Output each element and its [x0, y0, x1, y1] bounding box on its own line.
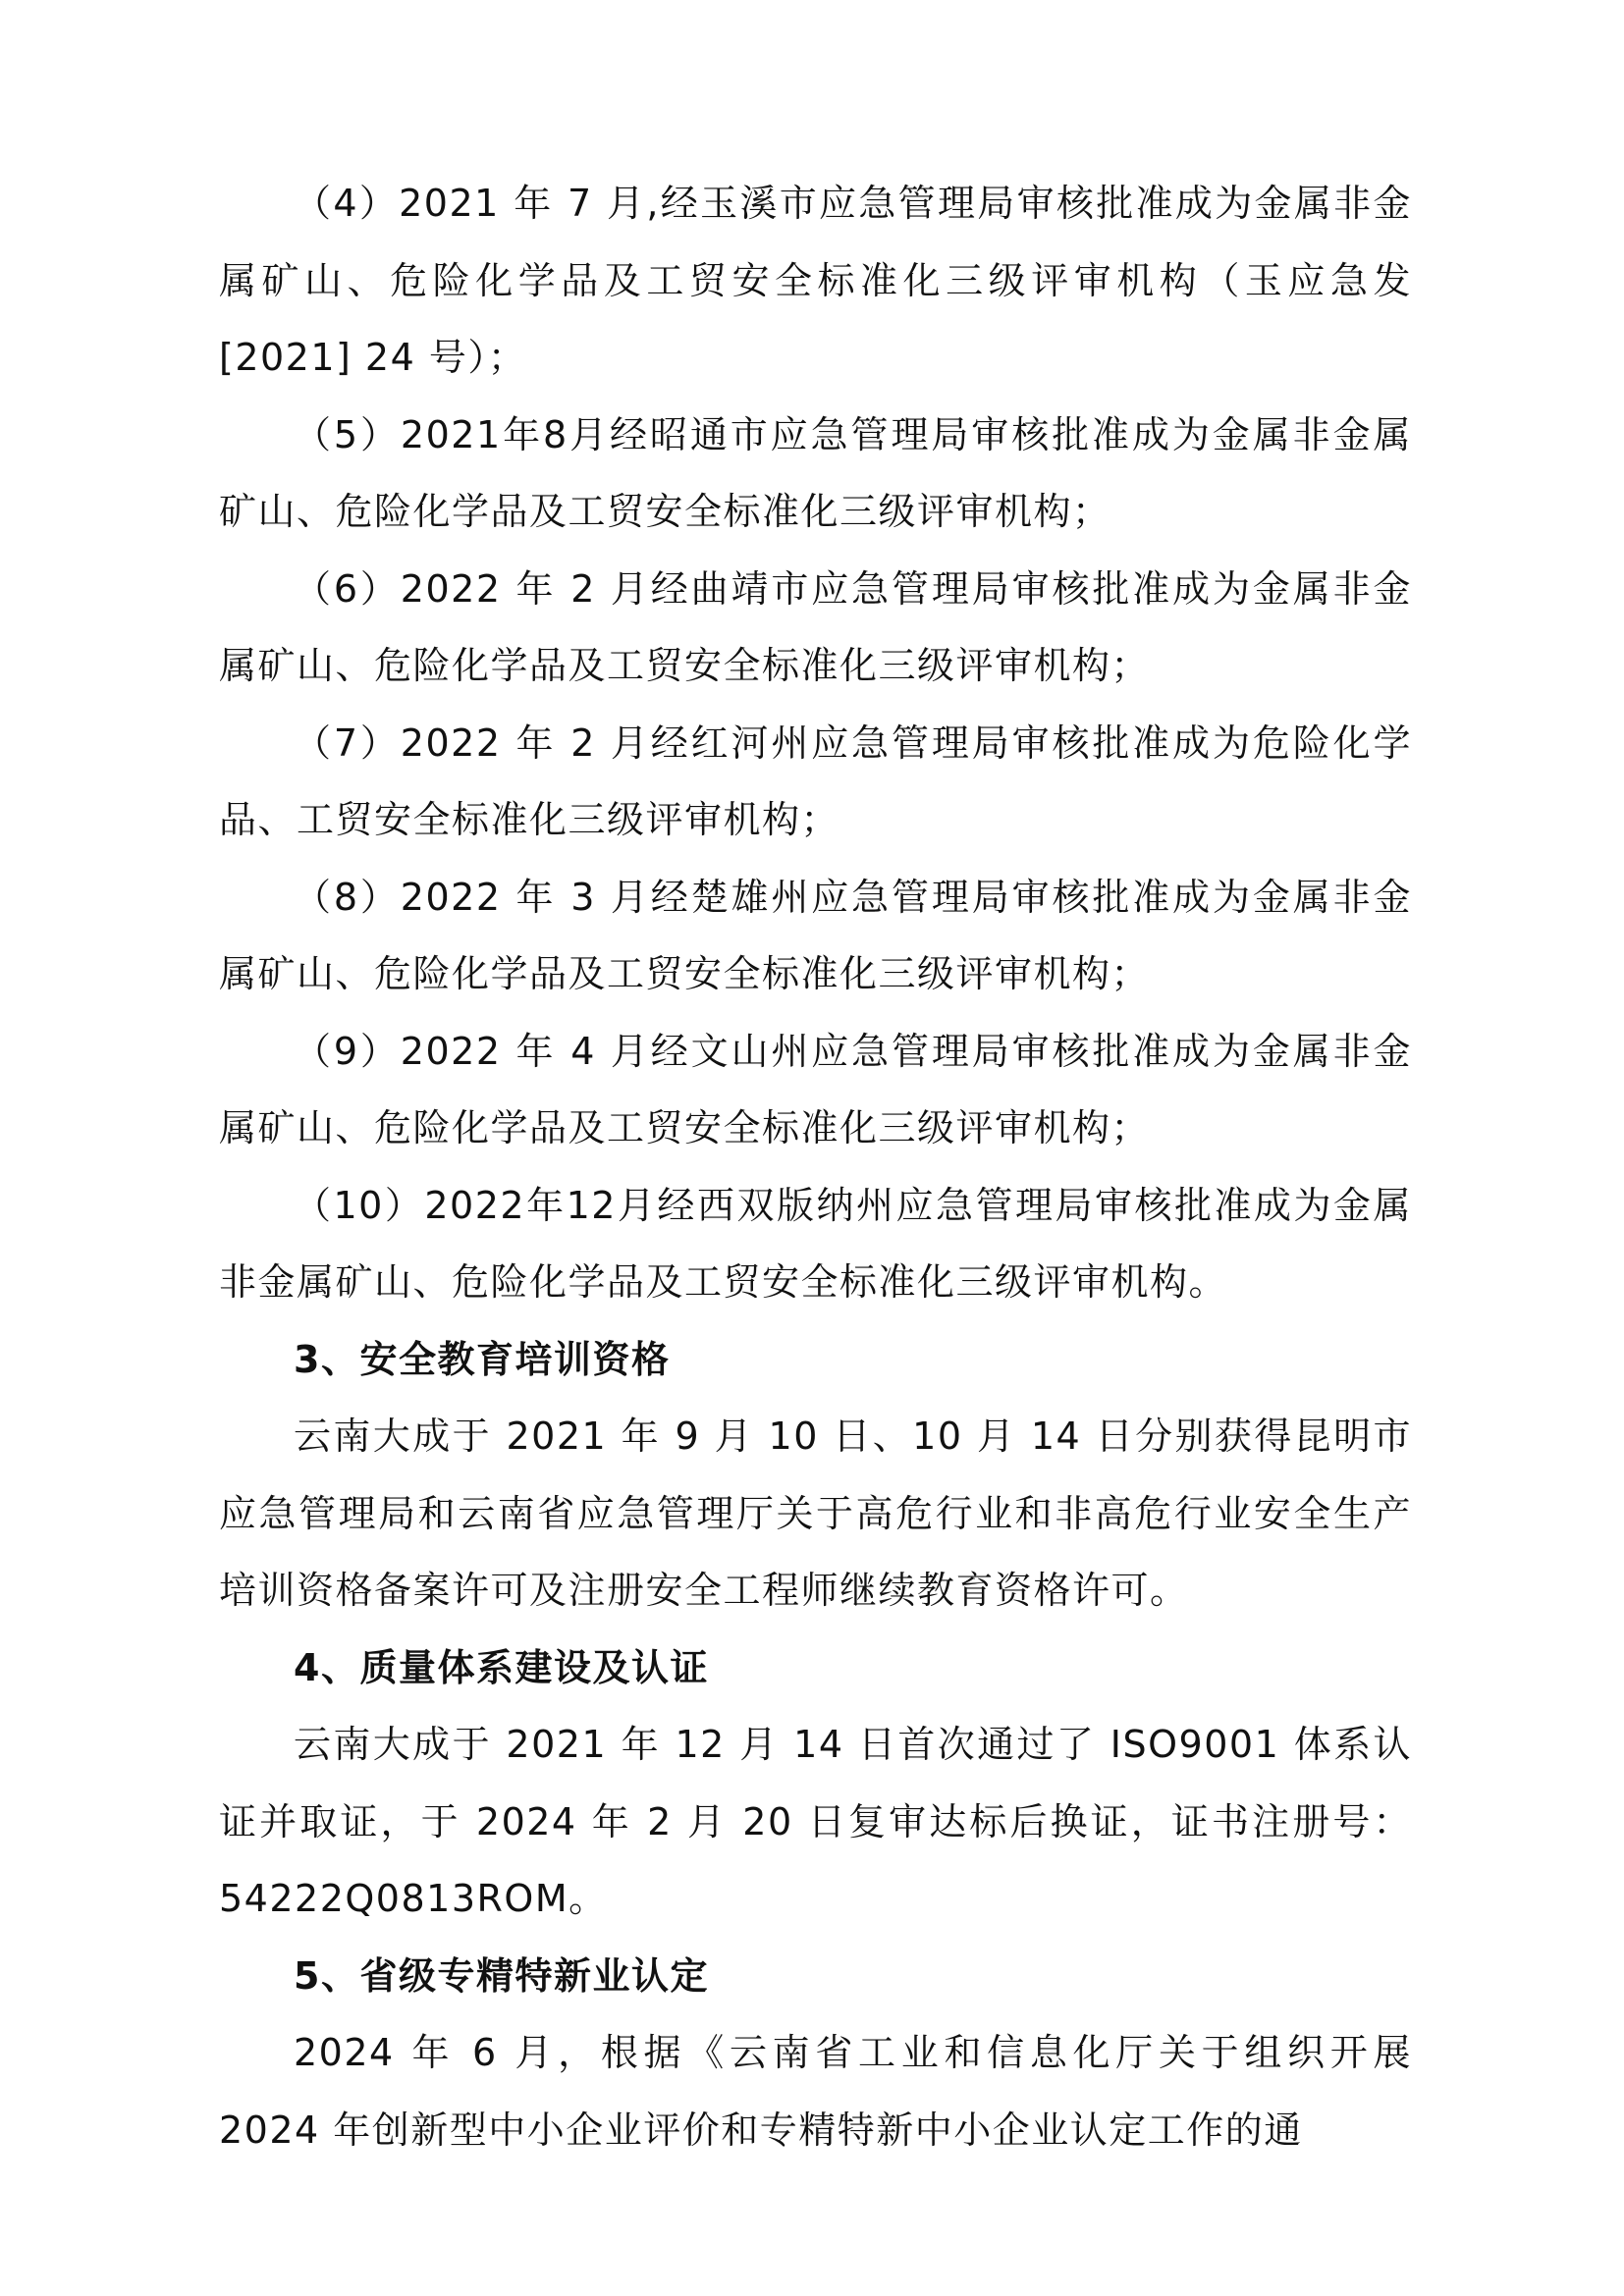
paragraph-quality: 云南大成于 2021 年 12 月 14 日首次通过了 ISO9001 体系认证并取证，于 2024 年 2 月 20 日复审达标后换证，证书注册号：54222Q0813ROM。: [219, 1723, 1412, 1920]
section-heading-training: 3、安全教育培训资格: [294, 1337, 671, 1381]
paragraph-item-7: （7）2022 年 2 月经红河州应急管理局审核批准成为危险化学品、工贸安全标准化三级评审机构；: [219, 721, 1412, 841]
paragraph-item-5: （5）2021年8月经昭通市应急管理局审核批准成为金属非金属矿山、危险化学品及工贸安全标准化三级评审机构；: [219, 412, 1412, 533]
section-heading-quality: 4、质量体系建设及认证: [294, 1645, 709, 1689]
paragraph-item-8: （8）2022 年 3 月经楚雄州应急管理局审核批准成为金属非金属矿山、危险化学品及工贸安全标准化三级评审机构；: [219, 875, 1412, 995]
paragraph-item-4: （4）2021 年 7 月,经玉溪市应急管理局审核批准成为金属非金属矿山、危险化学品及工贸安全标准化三级评审机构（玉应急发[2021] 24 号）；: [219, 182, 1412, 379]
paragraph-item-6: （6）2022 年 2 月经曲靖市应急管理局审核批准成为金属非金属矿山、危险化学品及工贸安全标准化三级评审机构；: [219, 566, 1412, 687]
paragraph-item-9: （9）2022 年 4 月经文山州应急管理局审核批准成为金属非金属矿山、危险化学品及工贸安全标准化三级评审机构；: [219, 1029, 1412, 1149]
paragraph-item-10: （10）2022年12月经西双版纳州应急管理局审核批准成为金属非金属矿山、危险化学品及工贸安全标准化三级评审机构。: [219, 1183, 1412, 1304]
section-heading-specialized: 5、省级专精特新业认定: [294, 1953, 709, 1998]
paragraph-specialized: 2024 年 6 月，根据《云南省工业和信息化厅关于组织开展2024 年创新型中小企业评价和专精特新中小企业认定工作的通: [219, 2031, 1412, 2152]
document-body: [219, 165, 1412, 2168]
paragraph-training: 云南大成于 2021 年 9 月 10 日、10 月 14 日分别获得昆明市应急管理局和云南省应急管理厅关于高危行业和非高危行业安全生产培训资格备案许可及注册安全工程师继续教育资格许可。: [219, 1415, 1412, 1612]
